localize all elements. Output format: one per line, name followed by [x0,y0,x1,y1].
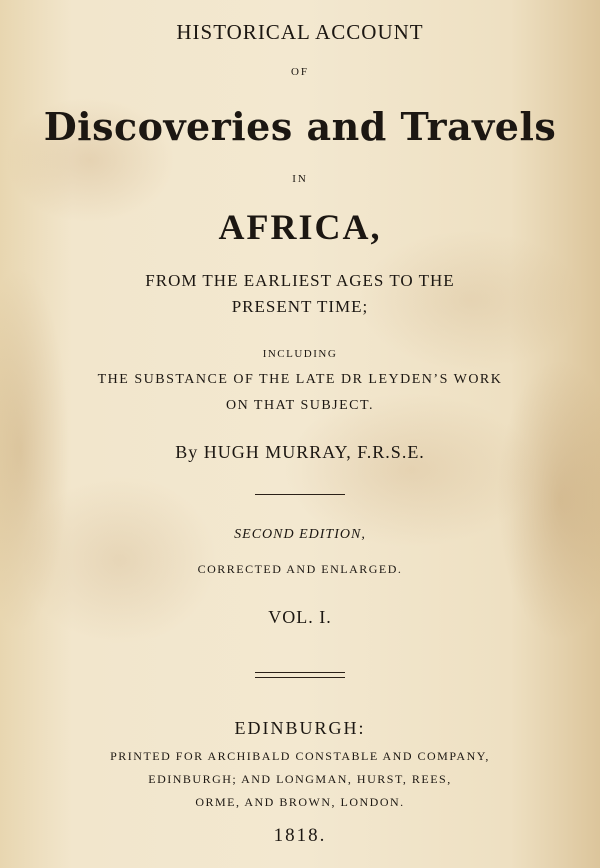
place-title: AFRICA, [218,207,382,247]
author-line: By HUGH MURRAY, F.R.S.E. [175,442,425,462]
double-divider-rule [255,672,345,678]
publication-year: 1818. [273,825,327,846]
substance-line-2: ON THAT SUBJECT. [225,398,375,413]
imprint-line-2: EDINBURGH; AND LONGMAN, HURST, REES, [148,772,452,786]
edition-note: CORRECTED AND ENLARGED. [197,562,403,576]
main-title: Discoveries and Travels [43,104,557,149]
imprint-city: EDINBURGH: [234,718,366,738]
substance-line-1: THE SUBSTANCE OF THE LATE DR LEYDEN’S WORK [97,372,503,387]
subtitle-line-2: PRESENT TIME; [231,297,369,316]
volume-label: VOL. I. [268,607,332,627]
including-label: INCLUDING [262,348,338,360]
heading: HISTORICAL ACCOUNT [176,20,424,44]
connector-in: IN [292,173,308,185]
connector-of: OF [290,66,310,78]
imprint-line-3: ORME, AND BROWN, LONDON. [195,795,405,809]
subtitle-line-1: FROM THE EARLIEST AGES TO THE [145,271,455,290]
divider-rule [255,494,345,495]
imprint-line-1: PRINTED FOR ARCHIBALD CONSTABLE AND COMPANY, [110,749,490,763]
edition-label: SECOND EDITION, [234,527,366,542]
